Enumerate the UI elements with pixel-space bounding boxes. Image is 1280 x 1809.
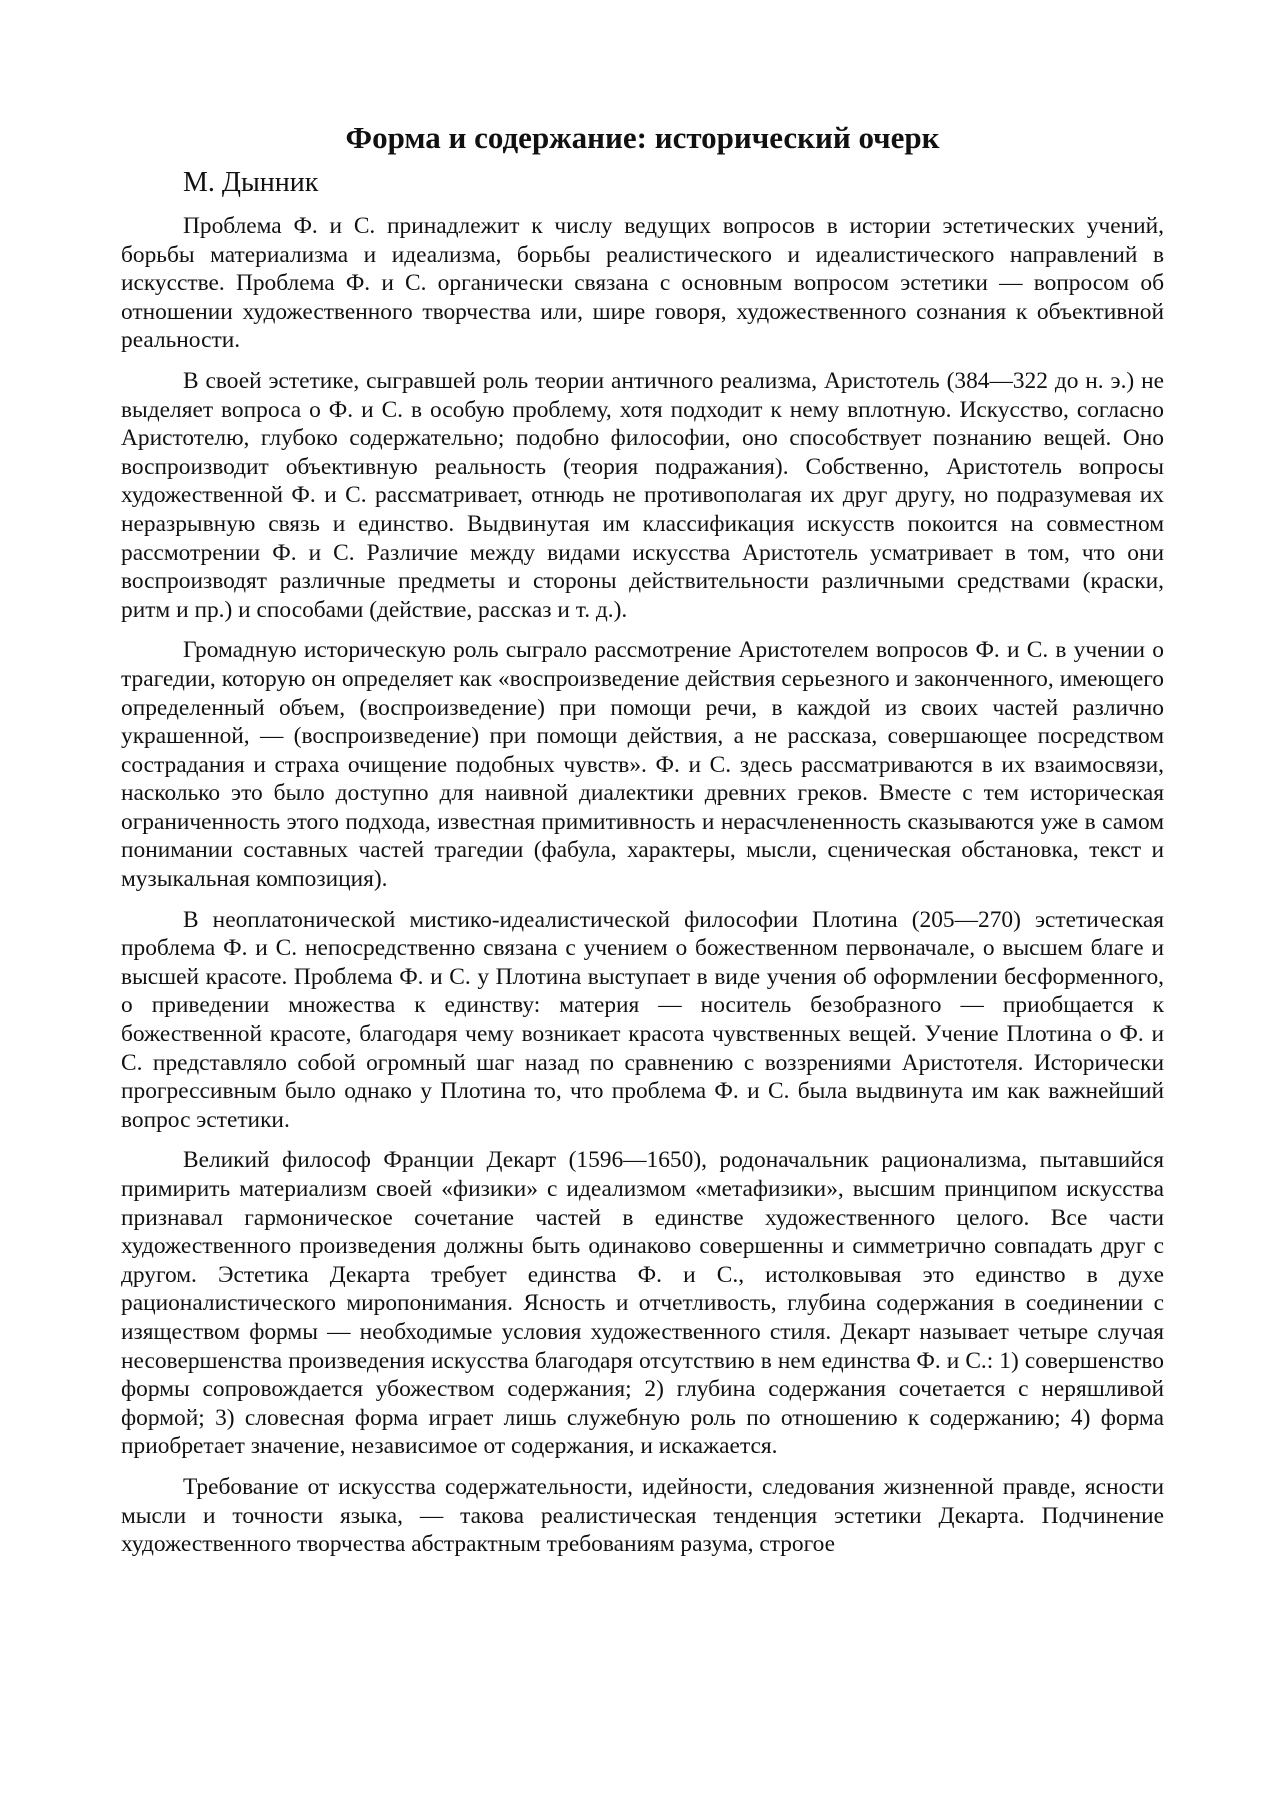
document-page [121,118,1164,1571]
paragraph-3: Громадную историческую роль сыграло рассмотрение Аристотелем вопросов Ф. и С. в учении о трагедии, которую он определяет как «воспроизведение действия серьезного и законченного, имеющего определенный объем, (воспроизведение) при помощи речи, в каждой из своих частей различно украшенной, — (воспроизведение) при помощи действия, а не рассказа, совершающее посредством сострадания и страха очищение подобных чувств». Ф. и С. здесь рассматриваются в их взаимосвязи, насколько это было доступно для наивной диалектики древних греков. Вместе с тем историческая ограниченность этого подхода, известная примитивность и нерасчлененность сказываются уже в самом понимании составных частей трагедии (фабула, характеры, мысли, сценическая обстановка, текст и музыкальная композиция). [121,637,1164,893]
paragraph-4: В неоплатонической мистико-идеалистической философии Плотина (205—270) эстетическая проблема Ф. и С. непосредственно связана с учением о божественном первоначале, о высшем благе и высшей красоте. Проблема Ф. и С. у Плотина выступает в виде учения об оформлении бесформенного, о приведении множества к единству: материя — носитель безобразного — приобщается к божественной красоте, благодаря чему возникает красота чувственных вещей. Учение Плотина о Ф. и С. представляло собой огромный шаг назад по сравнению с воззрениями Аристотеля. Исторически прогрессивным было однако у Плотина то, что проблема Ф. и С. была выдвинута им как важнейший вопрос эстетики. [121,906,1164,1133]
paragraph-5: Великий философ Франции Декарт (1596—1650), родоначальник рационализма, пытавшийся примирить материализм своей «физики» с идеализмом «метафизики», высшим принципом искусства признавал гармоническое сочетание частей в единстве художественного целого. Все части художественного произведения должны быть одинаково совершенны и симметрично совпадать друг с другом. Эстетика Декарта требует единства Ф. и С., истолковывая это единство в духе рационалистического миропонимания. Ясность и отчетливость, глубина содержания в соединении с изяществом формы — необходимые условия художественного стиля. Декарт называет четыре случая несовершенства произведения искусства благодаря отсутствию в нем единства Ф. и С.: 1) совершенство формы сопровождается убожеством содержания; 2) глубина содержания сочетается с неряшливой формой; 3) словесная форма играет лишь служебную роль по отношению к содержанию; 4) форма приобретает значение, независимое от содержания, и искажается. [121,1147,1164,1460]
paragraph-6: Требование от искусства содержательности, идейности, следования жизненной правде, ясности мысли и точности языка, — такова реалистическая тенденция эстетики Декарта. Подчинение художественного творчества абстрактным требованиям разума, строгое [121,1473,1164,1558]
paragraph-2: В своей эстетике, сыгравшей роль теории античного реализма, Аристотель (384—322 до н. э.) не выделяет вопроса о Ф. и С. в особую проблему, хотя подходит к нему вплотную. Искусство, согласно Аристотелю, глубоко содержательно; подобно философии, оно способствует познанию вещей. Оно воспроизводит объективную реальность (теория подражания). Собственно, Аристотель вопросы художественной Ф. и С. рассматривает, отнюдь не противополагая их друг другу, но подразумевая их неразрывную связь и единство. Выдвинутая им классификация искусств покоится на совместном рассмотрении Ф. и С. Различие между видами искусства Аристотель усматривает в том, что они воспроизводят различные предметы и стороны действительности различными средствами (краски, ритм и пр.) и способами (действие, рассказ и т. д.). [121,367,1164,623]
paragraph-1: Проблема Ф. и С. принадлежит к числу ведущих вопросов в истории эстетических учений, борьбы материализма и идеализма, борьбы реалистического и идеалистического направлений в искусстве. Проблема Ф. и С. органически связана с основным вопросом эстетики — вопросом об отношении художественного творчества или, шире говоря, художественного сознания к объективной реальности. [121,213,1164,354]
document-author: М. Дынник [183,167,319,198]
document-title: Форма и содержание: исторический очерк [345,120,940,155]
